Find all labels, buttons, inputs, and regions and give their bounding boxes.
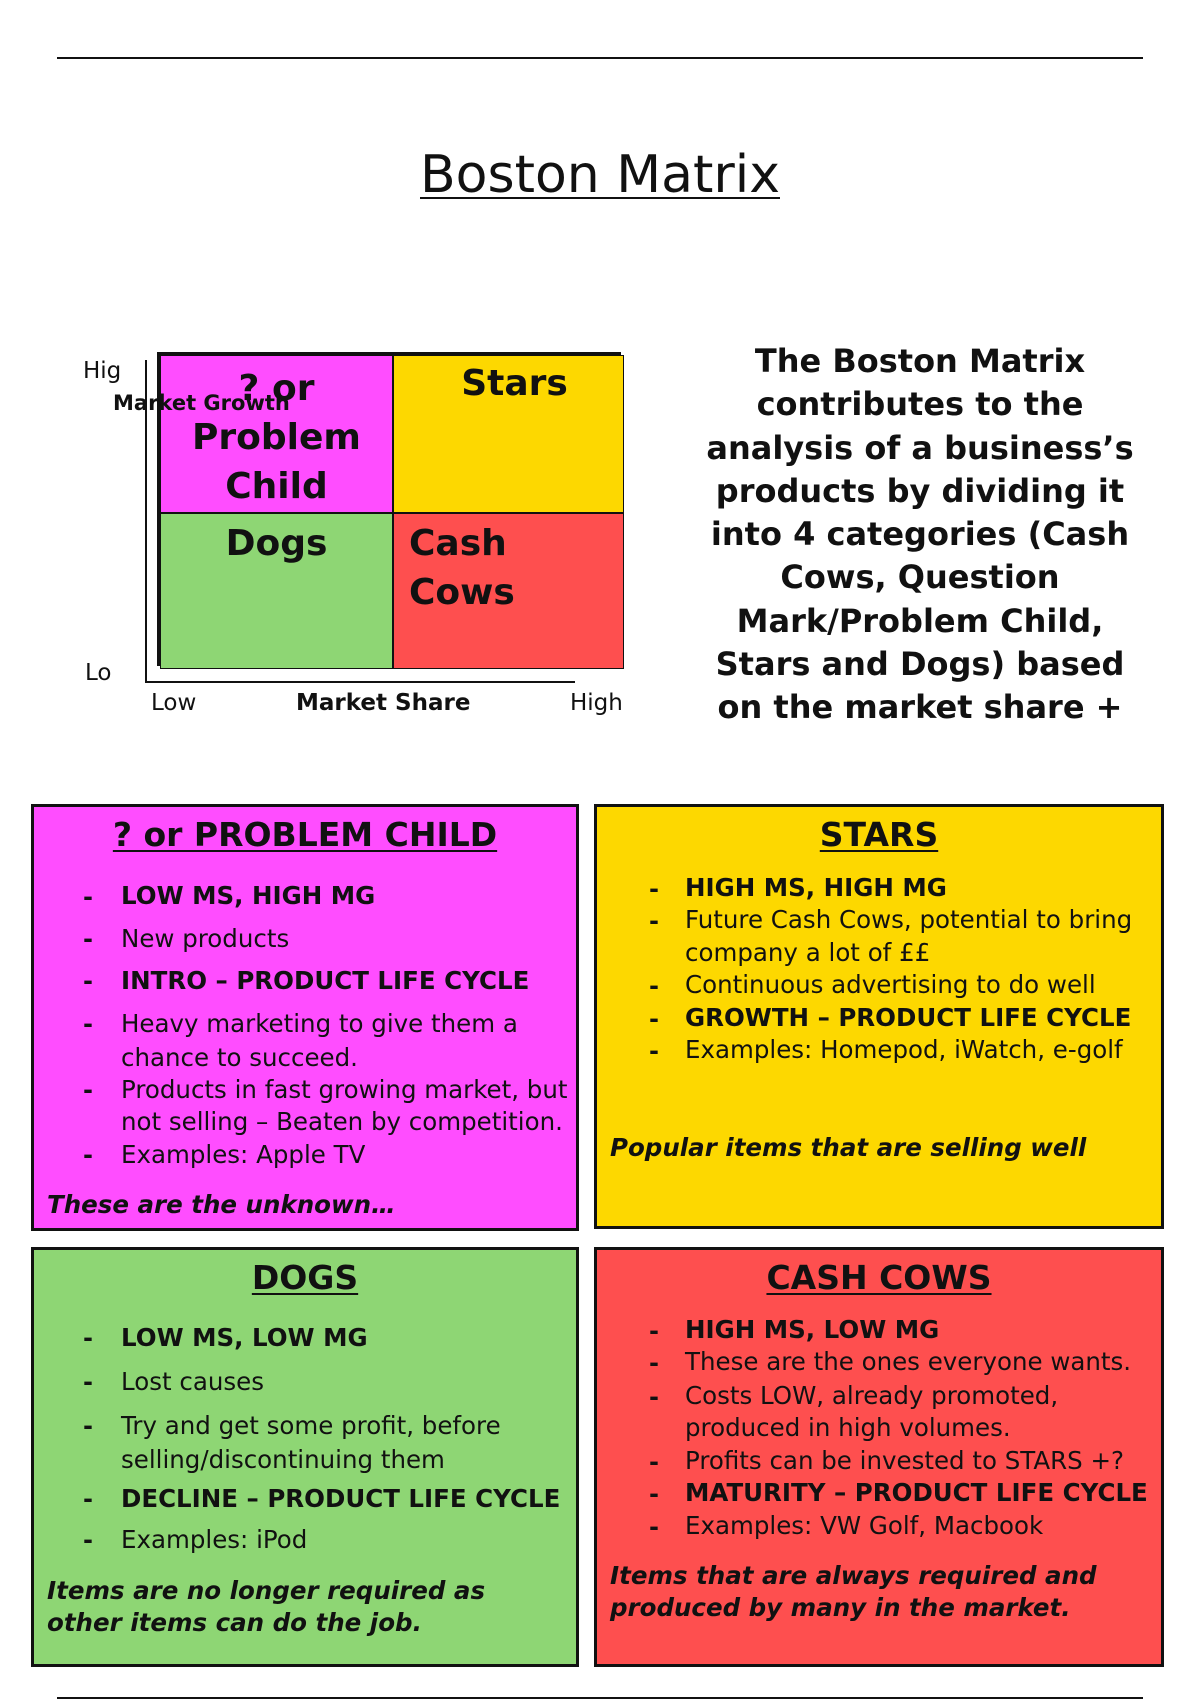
bullet-dash: - [649,875,659,903]
dogs-item: selling/discontinuing them [121,1445,445,1474]
intro-line: into 4 categories (Cash [710,515,1130,554]
bullet-dash: - [649,972,659,1000]
bullet-dash: - [649,1383,659,1411]
bullet-dash: - [83,1010,93,1038]
cash-cows-item: HIGH MS, LOW MG [685,1315,940,1344]
cash-cows-item: Profits can be invested to STARS +? [685,1446,1125,1475]
problem-child-box [31,804,579,1231]
bottom-rule [57,1697,1143,1699]
cell-label-line: Dogs [225,523,328,564]
bullet-dash: - [83,883,93,911]
matrix-cell-dogs [160,513,393,669]
intro-line: Stars and Dogs) based [715,645,1125,684]
intro-paragraph [690,340,1150,730]
x-axis-high-label: High [570,690,623,716]
bullet-dash: - [83,925,93,953]
problem-item: Heavy marketing to give them a [121,1009,518,1038]
bullet-dash: - [83,1324,93,1352]
problem-child-title: ? or PROBLEM CHILD [112,815,498,854]
cell-label-line: Cash [409,523,507,564]
bullet-dash: - [649,1037,659,1065]
y-axis-high-label: Hig [83,358,122,384]
stars-item: company a lot of ££ [685,938,931,967]
stars-item: HIGH MS, HIGH MG [685,873,947,902]
cash-cows-item: MATURITY – PRODUCT LIFE CYCLE [685,1478,1148,1507]
bullet-dash: - [83,1412,93,1440]
page-title: Boston Matrix [420,145,780,205]
dogs-item: Lost causes [121,1367,264,1396]
bullet-dash: - [83,967,93,995]
bullet-dash: - [83,1368,93,1396]
stars-item: Continuous advertising to do well [685,970,1096,999]
intro-line: contributes to the [756,385,1084,424]
cash-cows-note-line: Items that are always required and [610,1561,1097,1590]
intro-line: analysis of a business’s [706,428,1134,467]
bullet-dash: - [649,1005,659,1033]
intro-line: on the market share + [717,688,1123,727]
dogs-note-line: other items can do the job. [47,1608,422,1637]
stars-box [594,804,1164,1229]
bullet-dash: - [83,1141,93,1169]
x-axis-low-label: Low [151,690,197,716]
bullet-dash: - [649,1448,659,1476]
dogs-note-line: Items are no longer required as [47,1576,486,1605]
stars-item: Examples: Homepod, iWatch, e-golf [685,1035,1123,1064]
stars-title: STARS [819,815,939,854]
stars-item: GROWTH – PRODUCT LIFE CYCLE [685,1003,1132,1032]
cash-cows-box [594,1247,1164,1667]
x-axis-line [145,681,575,683]
cell-label-line: Cows [409,572,515,613]
cash-cows-item: produced in high volumes. [685,1413,1011,1442]
bullet-dash: - [649,1480,659,1508]
problem-item: LOW MS, HIGH MG [121,881,376,910]
intro-line: products by dividing it [715,471,1125,510]
bullet-dash: - [649,1317,659,1345]
matrix-cell-stars [393,355,624,513]
problem-child-note: These are the unknown… [47,1190,396,1219]
dogs-title: DOGS [251,1258,359,1297]
cash-cows-note [610,1560,1097,1624]
problem-item: chance to succeed. [121,1043,358,1072]
matrix-cell-problem-child [160,355,393,513]
problem-item: New products [121,924,290,953]
intro-line: The Boston Matrix [754,342,1086,380]
x-axis-title: Market Share [296,690,471,716]
cash-cows-item: These are the ones everyone wants. [685,1347,1132,1376]
problem-item: INTRO – PRODUCT LIFE CYCLE [121,966,530,995]
y-axis-low-label: Lo [85,660,112,686]
bullet-dash: - [83,1526,93,1554]
bullet-dash: - [83,1485,93,1513]
cell-label-line: Problem [192,417,361,458]
intro-line: Cows, Question [780,558,1060,597]
cash-cows-item: Examples: VW Golf, Macbook [685,1511,1044,1540]
problem-item: not selling – Beaten by competition. [121,1107,563,1136]
cash-cows-item: Costs LOW, already promoted, [685,1381,1059,1410]
stars-note: Popular items that are selling well [610,1133,1087,1162]
problem-item: Products in fast growing market, but [121,1075,568,1104]
dogs-box [31,1247,579,1667]
dogs-item: Examples: iPod [121,1525,308,1554]
y-axis-title: Market Growth [113,391,290,415]
bullet-dash: - [649,1349,659,1377]
cash-cows-title: CASH COWS [766,1258,992,1297]
top-rule [57,57,1143,59]
matrix-cell-cash-cows [393,513,624,669]
bullet-dash: - [649,1513,659,1541]
cell-label-line: Stars [461,363,568,404]
stars-item: Future Cash Cows, potential to bring [685,905,1133,934]
cell-label-line: Child [225,466,328,507]
dogs-item: Try and get some profit, before [121,1411,501,1440]
cell-label-line: ? or [238,368,315,409]
problem-item: Examples: Apple TV [121,1140,366,1169]
bullet-dash: - [83,1076,93,1104]
bullet-dash: - [649,907,659,935]
dogs-note [47,1575,485,1639]
dogs-item: DECLINE – PRODUCT LIFE CYCLE [121,1484,561,1513]
dogs-item: LOW MS, LOW MG [121,1323,368,1352]
cash-cows-note-line: produced by many in the market. [610,1593,1071,1622]
intro-line: Mark/Problem Child, [736,601,1104,640]
